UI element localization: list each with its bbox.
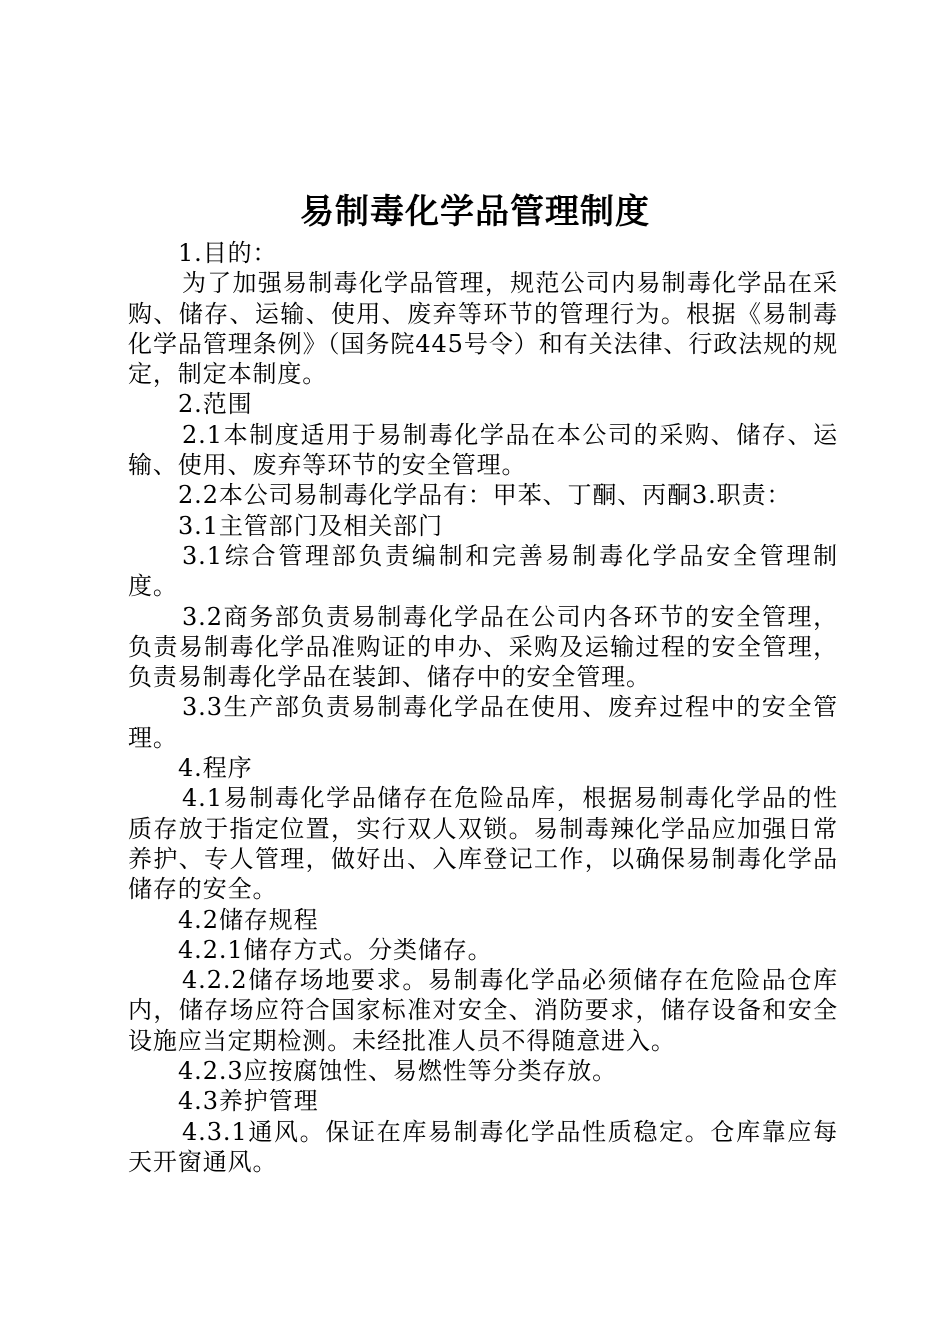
document-body xyxy=(128,238,838,1177)
paragraph-purpose: 为了加强易制毒化学品管理，规范公司内易制毒化学品在采购、储存、运输、使用、废弃等环节的管理行为。根据《易制毒化学品管理条例》（国务院445号令）和有关法律、行政法规的规定，制定本制度。 xyxy=(128,269,838,389)
paragraph-3-3: 3.3生产部负责易制毒化学品在使用、废弃过程中的安全管理。 xyxy=(128,693,838,752)
paragraph-4-3-1: 4.3.1通风。保证在库易制毒化学品性质稳定。仓库靠应每天开窗通风。 xyxy=(128,1117,838,1176)
paragraph-section-2-heading: 2.范围 xyxy=(178,390,253,419)
paragraph-4-1: 4.1易制毒化学品储存在危险品库，根据易制毒化学品的性质存放于指定位置，实行双人双锁。易制毒辣化学品应加强日常养护、专人管理，做好出、入库登记工作，以确保易制毒化学品储存的安全。 xyxy=(128,784,838,904)
paragraph-3-2: 3.2商务部负责易制毒化学品在公司内各环节的安全管理，负责易制毒化学品准购证的申办、采购及运输过程的安全管理，负责易制毒化学品在装卸、储存中的安全管理。 xyxy=(128,602,838,692)
paragraph-4-2-2: 4.2.2储存场地要求。易制毒化学品必须储存在危险品仓库内，储存场应符合国家标准对安全、消防要求，储存设备和安全设施应当定期检测。未经批准人员不得随意进入。 xyxy=(128,966,838,1055)
paragraph-2-1: 2.1本制度适用于易制毒化学品在本公司的采购、储存、运输、使用、废弃等环节的安全管理。 xyxy=(128,420,838,480)
paragraph-4-2-heading: 4.2储存规程 xyxy=(178,905,319,934)
paragraph-4-2-1: 4.2.1储存方式。分类储存。 xyxy=(178,935,493,964)
paragraph-4-3-heading: 4.3养护管理 xyxy=(178,1087,319,1116)
document-title: 易制毒化学品管理制度 xyxy=(300,192,650,232)
paragraph-section-4-heading: 4.程序 xyxy=(178,754,253,783)
paragraph-section-1-heading: 1.目的： xyxy=(178,239,278,267)
paragraph-4-2-3: 4.2.3应按腐蚀性、易燃性等分类存放。 xyxy=(178,1057,618,1086)
paragraph-3-1: 3.1综合管理部负责编制和完善易制毒化学品安全管理制度。 xyxy=(128,541,838,601)
paragraph-2-2: 2.2本公司易制毒化学品有：甲苯、丁酮、丙酮3.职责： xyxy=(178,481,792,510)
paragraph-3-1-heading: 3.1主管部门及相关部门 xyxy=(178,511,443,540)
